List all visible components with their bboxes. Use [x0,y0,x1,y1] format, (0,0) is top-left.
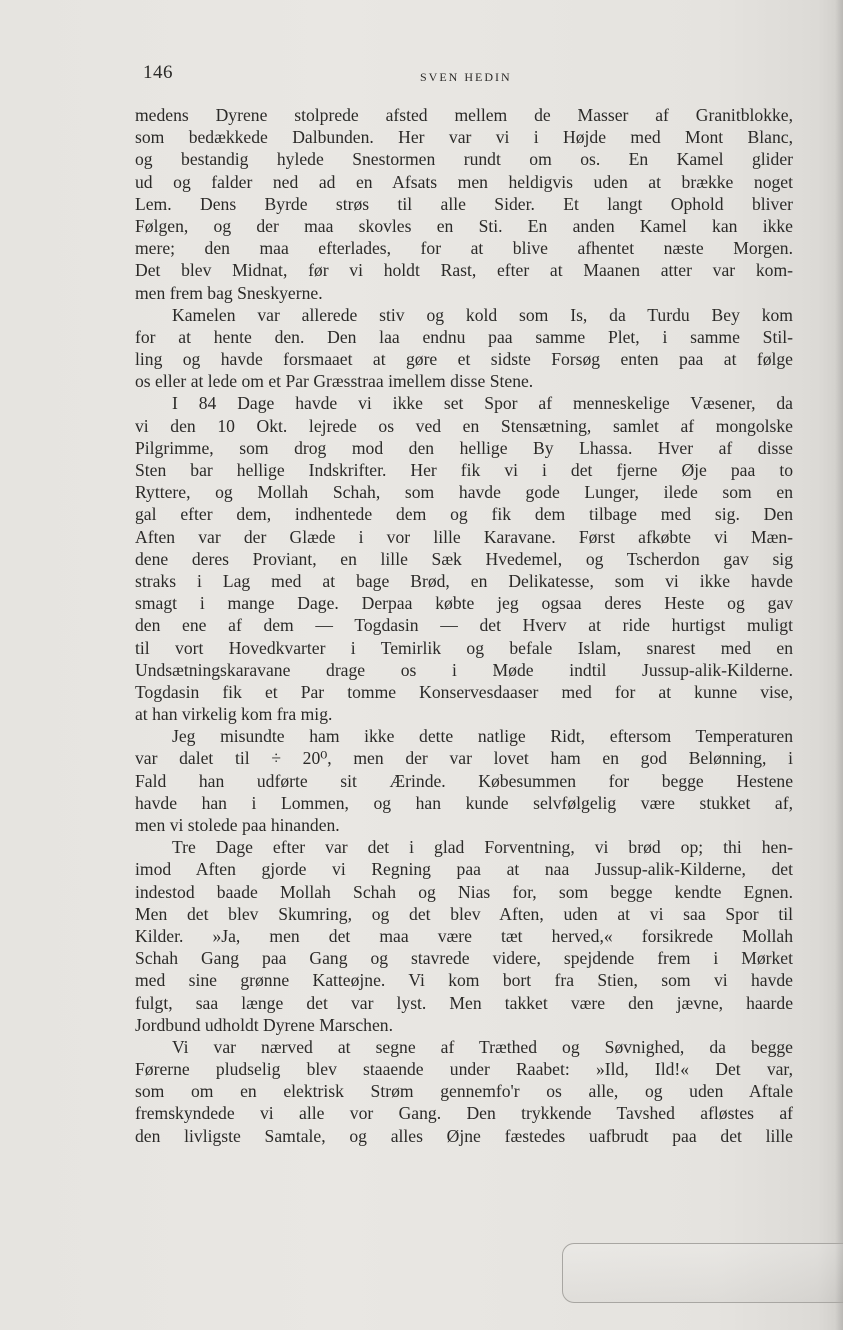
text-line: var dalet til ÷ 20⁰, men der var lovet ham en god Belønning, i [135,748,793,769]
page-tab-marker [562,1243,843,1303]
text-line: Togdasin fik et Par tomme Konservesdaaser med for at kunne vise, [135,681,793,702]
text-line: Følgen, og der maa skovles en Sti. En anden Kamel kan ikke [135,215,793,236]
page-header [143,60,793,90]
text-line: dene deres Proviant, en lille Sæk Hvedemel, og Tscherdon gav sig [135,548,793,569]
text-line: Pilgrimme, som drog mod den hellige By Lhassa. Hver af disse [135,437,793,458]
text-line: Sten bar hellige Indskrifter. Her fik vi i det fjerne Øje paa to [135,460,793,480]
text-line: Ryttere, og Mollah Schah, som havde gode Lunger, ilede som en [135,482,793,503]
text-line: til vort Hovedkvarter i Temirlik og befale Islam, snarest med en [135,637,793,658]
text-line: mere; den maa efterlades, for at blive afhentet næste Morgen. [135,238,793,259]
text-line: Det blev Midnat, før vi holdt Rast, efter at Maanen atter var kom- [135,260,793,281]
text-line: Jordbund udholdt Dyrene Marschen. [135,1014,393,1035]
text-line: Vi var nærved at segne af Træthed og Søvnighed, da begge [172,1036,793,1057]
text-line: fremskyndede vi alle vor Gang. Den trykkende Tavshed afløstes af [135,1103,793,1124]
text-line: vi den 10 Okt. lejrede os ved en Stensætning, samlet af mongolske [135,415,793,436]
running-head: SVEN HEDIN [420,70,512,84]
text-line: Undsætningskaravane drage os i Møde indtil Jussup-alik-Kilderne. [135,659,793,680]
text-line: den ene af dem — Togdasin — det Hverv at ride hurtigst muligt [135,615,793,636]
page-number: 146 [143,62,173,83]
text-line: og bestandig hylede Snestormen rundt om os. En Kamel glider [135,149,793,170]
text-line: for at hente den. Den laa endnu paa samme Plet, i samme Stil- [135,326,793,347]
text-line: som om en elektrisk Strøm gennemfo'r os alle, og uden Aftale [135,1081,793,1102]
text-line: havde han i Lommen, og han kunde selvfølgelig være stukket af, [135,792,793,813]
text-line: fulgt, saa længe det var lyst. Men takket være den jævne, haarde [135,992,793,1013]
text-line: Kilder. »Ja, men det maa være tæt herved,« forsikrede Mollah [135,925,793,946]
text-line: Lem. Dens Byrde strøs til alle Sider. Et langt Ophold bliver [135,193,793,214]
text-line: gal efter dem, indhentede dem og fik dem tilbage med sig. Den [135,504,793,525]
text-line: ud og falder ned ad en Afsats men heldigvis uden at brække noget [135,171,793,192]
page-edge-shadow [835,0,843,1330]
text-line: indestod baade Mollah Schah og Nias for, som begge kendte Egnen. [135,881,793,902]
body-text [135,104,793,1147]
text-line: Schah Gang paa Gang og stavrede videre, spejdende frem i Mørket [135,948,793,969]
text-line: smagt i mange Dage. Derpaa købte jeg ogsaa deres Heste og gav [135,593,793,614]
text-line: ling og havde forsmaaet at gøre et sidste Forsøg enten paa at følge [135,349,793,370]
text-line: Men det blev Skumring, og det blev Aften, uden at vi saa Spor til [135,903,793,924]
text-line: Tre Dage efter var det i glad Forventning, vi brød op; thi hen- [172,837,793,858]
text-line: som bedækkede Dalbunden. Her var vi i Højde med Mont Blanc, [135,127,793,148]
text-line: straks i Lag med at bage Brød, en Delikatesse, som vi ikke havde [135,570,793,591]
text-line: Fald han udførte sit Ærinde. Købesummen for begge Hestene [135,770,793,791]
text-line: os eller at lede om et Par Græsstraa imellem disse Stene. [135,371,534,392]
text-line: men frem bag Sneskyerne. [135,282,323,303]
text-line: at han virkelig kom fra mig. [135,704,333,725]
text-line: Kamelen var allerede stiv og kold som Is, da Turdu Bey kom [172,304,793,325]
text-line: medens Dyrene stolprede afsted mellem de Masser af Granitblokke, [135,105,793,125]
text-line: den livligste Samtale, og alles Øjne fæstedes uafbrudt paa det lille [135,1125,793,1146]
text-line: Jeg misundte ham ikke dette natlige Ridt, eftersom Temperaturen [172,726,793,747]
text-line: men vi stolede paa hinanden. [135,815,340,835]
text-line: I 84 Dage havde vi ikke set Spor af menneskelige Væsener, da [172,393,793,414]
text-line: Aften var der Glæde i vor lille Karavane. Først afkøbte vi Mæn- [135,526,793,547]
text-line: imod Aften gjorde vi Regning paa at naa Jussup-alik-Kilderne, det [135,859,793,880]
text-line: Førerne pludselig blev staaende under Raabet: »Ild, Ild!« Det var, [135,1059,793,1080]
text-line: med sine grønne Katteøjne. Vi kom bort fra Stien, som vi havde [135,970,793,991]
